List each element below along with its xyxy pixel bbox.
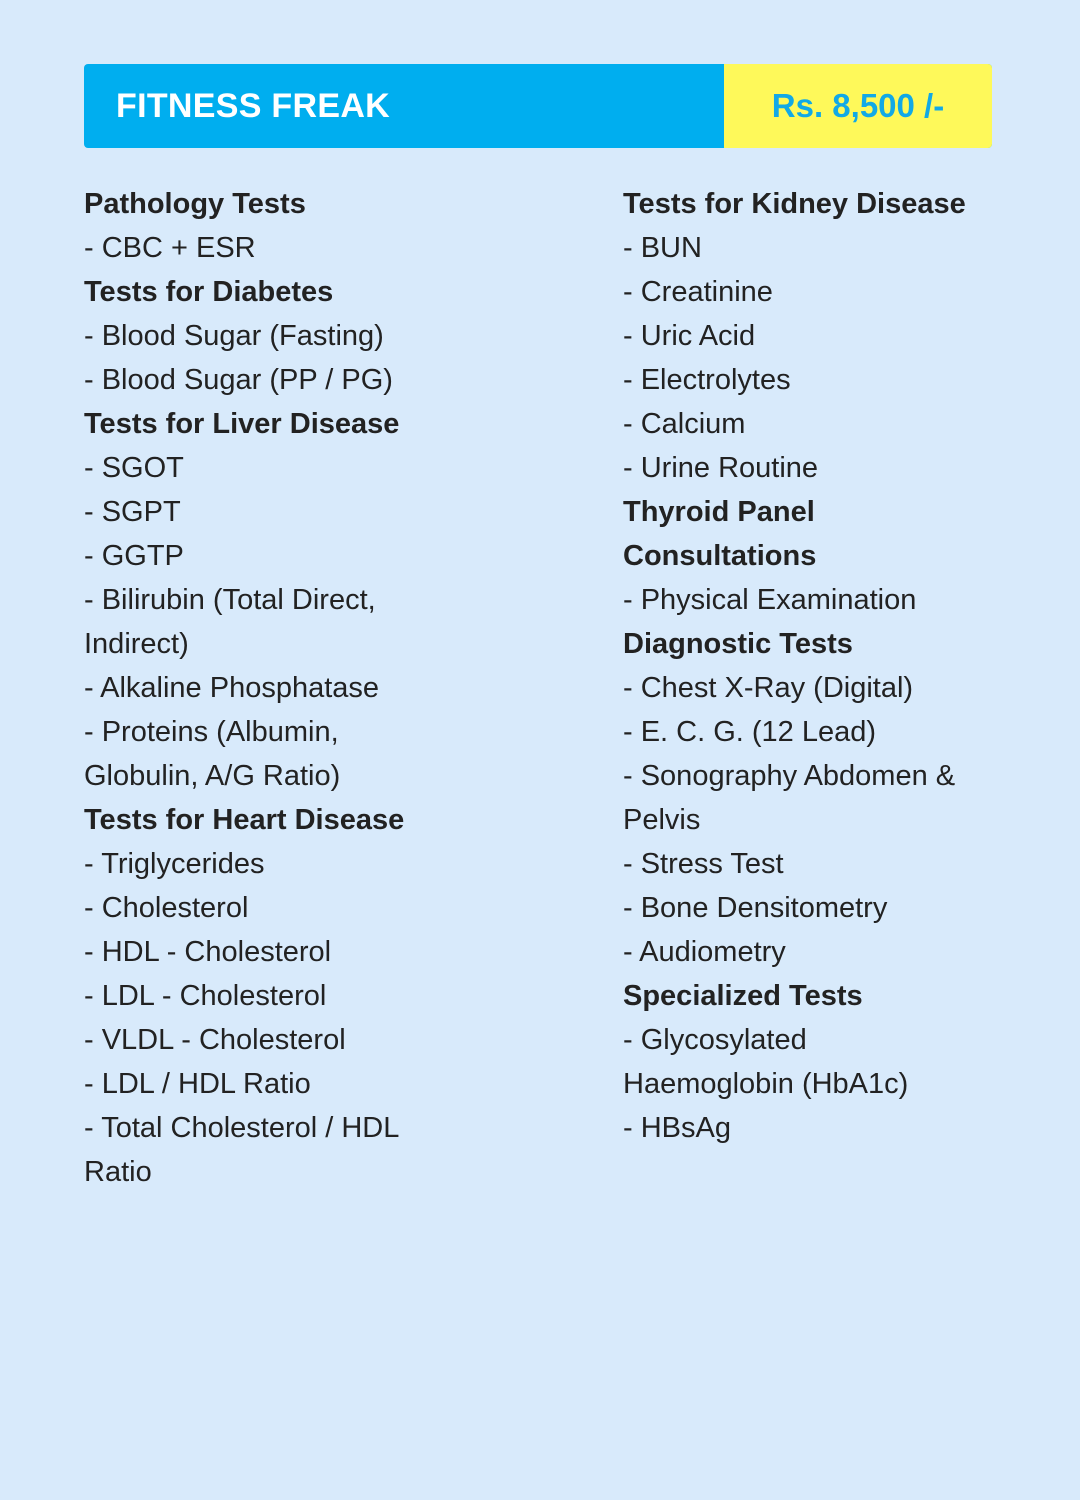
list-item: - E. C. G. (12 Lead)	[623, 716, 877, 748]
list-item: - BUN	[623, 232, 702, 264]
list-item-continuation: Pelvis	[623, 804, 701, 836]
list-item: - Total Cholesterol / HDL	[84, 1112, 400, 1144]
list-item-continuation: Globulin, A/G Ratio)	[84, 760, 341, 792]
list-item: - Alkaline Phosphatase	[84, 672, 380, 704]
list-item: - Stress Test	[623, 848, 784, 880]
list-item: - SGPT	[84, 496, 181, 528]
list-item: - Calcium	[623, 408, 746, 440]
list-item: - Glycosylated	[623, 1024, 807, 1056]
list-item-continuation: Indirect)	[84, 628, 189, 660]
list-item: - Proteins (Albumin,	[84, 716, 339, 748]
list-item: - Audiometry	[623, 936, 786, 968]
list-item: - Uric Acid	[623, 320, 756, 352]
list-item-continuation: Ratio	[84, 1156, 152, 1188]
list-item: - Triglycerides	[84, 848, 265, 880]
list-item: - Bilirubin (Total Direct,	[84, 584, 376, 616]
section-heading-pathology: Pathology Tests	[84, 188, 306, 220]
list-item: - CBC + ESR	[84, 232, 256, 264]
list-item: - Cholesterol	[84, 892, 249, 924]
list-item: - Bone Densitometry	[623, 892, 888, 924]
right-test-column	[623, 182, 1043, 1150]
list-item: - SGOT	[84, 452, 184, 484]
list-item-continuation: Haemoglobin (HbA1c)	[623, 1068, 909, 1100]
list-item: - Sonography Abdomen &	[623, 760, 956, 792]
package-title: FITNESS FREAK	[116, 87, 391, 125]
section-heading-diagnostic: Diagnostic Tests	[623, 628, 853, 660]
list-item: - LDL / HDL Ratio	[84, 1068, 311, 1100]
section-heading-consultations: Consultations	[623, 540, 817, 572]
list-item: - VLDL - Cholesterol	[84, 1024, 346, 1056]
section-heading-heart: Tests for Heart Disease	[84, 804, 405, 836]
section-heading-thyroid: Thyroid Panel	[623, 496, 815, 528]
list-item: - Electrolytes	[623, 364, 791, 396]
package-banner	[84, 64, 992, 148]
left-test-column	[84, 182, 584, 1194]
list-item: - GGTP	[84, 540, 184, 572]
section-heading-kidney: Tests for Kidney Disease	[623, 188, 966, 220]
list-item: - HBsAg	[623, 1112, 731, 1144]
list-item: - Creatinine	[623, 276, 773, 308]
list-item: - LDL - Cholesterol	[84, 980, 327, 1012]
list-item: - Urine Routine	[623, 452, 819, 484]
list-item: - Blood Sugar (PP / PG)	[84, 364, 393, 396]
list-item: - Chest X-Ray (Digital)	[623, 672, 914, 704]
package-price: Rs. 8,500 /-	[724, 64, 992, 148]
list-item: - Blood Sugar (Fasting)	[84, 320, 384, 352]
section-heading-specialized: Specialized Tests	[623, 980, 863, 1012]
list-item: - HDL - Cholesterol	[84, 936, 332, 968]
section-heading-liver: Tests for Liver Disease	[84, 408, 400, 440]
section-heading-diabetes: Tests for Diabetes	[84, 276, 334, 308]
list-item: - Physical Examination	[623, 584, 917, 616]
